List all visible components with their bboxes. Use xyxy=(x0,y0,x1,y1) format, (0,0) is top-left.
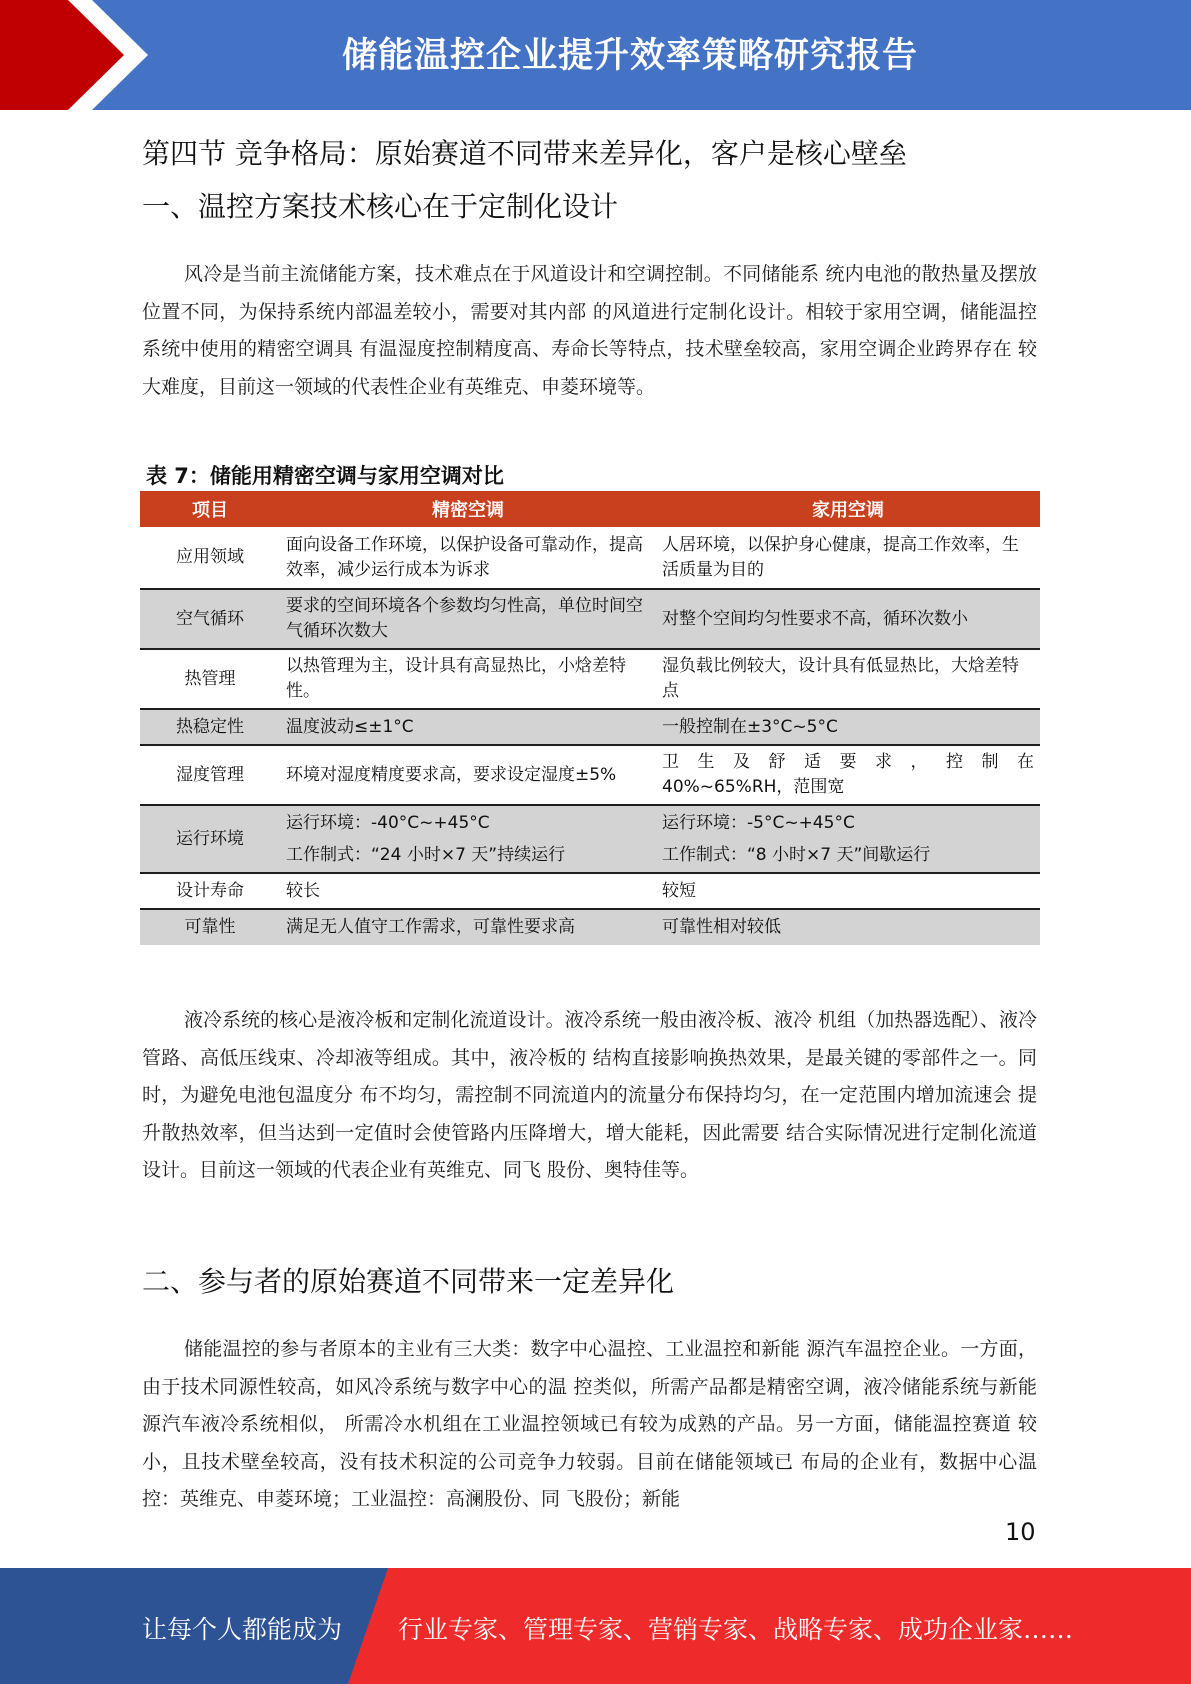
household-line: 运行环境：-5°C~+45°C xyxy=(662,812,855,833)
household-cell xyxy=(656,805,1040,873)
household-line: 工作制式：“8 小时×7 天”间歇运行 xyxy=(662,844,931,865)
paragraph-air-cooling: 风冷是当前主流储能方案，技术难点在于风道设计和空调控制。不同储能系 统内电池的散热量及摆放位置不同，为保持系统内部温差较小，需要对其内部 的风道进行定制化设计。相较于家用空调，储能温控系统中使用的精密空调具 有温湿度控制精度高、寿命长等特点，技术壁垒较高，家用空调企业跨界存在 较大难度，目前这一领域的代表性企业有英维克、申菱环境等。 xyxy=(142,263,1037,398)
subsection-title-2: 二、参与者的原始赛道不同带来一定差异化 xyxy=(142,1265,675,1298)
row-label: 设计寿命 xyxy=(140,873,280,909)
subsection-title-1: 一、温控方案技术核心在于定制化设计 xyxy=(142,190,619,223)
table-row xyxy=(140,909,1040,945)
household-cell: 人居环境，以保护身心健康，提高工作效率，生活质量为目的 xyxy=(656,527,1040,589)
precision-cell xyxy=(280,805,656,873)
row-label: 热管理 xyxy=(140,649,280,709)
precision-cell: 较长 xyxy=(280,873,656,909)
household-cell: 可靠性相对较低 xyxy=(656,909,1040,945)
precision-cell: 要求的空间环境各个参数均匀性高，单位时间空气循环次数大 xyxy=(280,589,656,649)
table-row xyxy=(140,873,1040,909)
household-cell xyxy=(656,745,1040,805)
row-label: 热稳定性 xyxy=(140,709,280,745)
row-label: 湿度管理 xyxy=(140,745,280,805)
column-header: 项目 xyxy=(140,491,280,527)
page-number: 10 xyxy=(1005,1518,1036,1546)
table-row xyxy=(140,805,1040,873)
row-label: 可靠性 xyxy=(140,909,280,945)
table-row xyxy=(140,709,1040,745)
footer-slogan-left: 让每个人都能成为 xyxy=(142,1615,343,1644)
precision-cell: 满足无人值守工作需求，可靠性要求高 xyxy=(280,909,656,945)
precision-cell: 以热管理为主，设计具有高显热比，小焓差特性。 xyxy=(280,649,656,709)
household-cell: 对整个空间均匀性要求不高，循环次数小 xyxy=(656,589,1040,649)
column-header: 精密空调 xyxy=(280,491,656,527)
footer-slogan-right: 行业专家、管理专家、营销专家、战略专家、成功企业家…… xyxy=(398,1615,1074,1644)
precision-line: 运行环境：-40°C~+45°C xyxy=(286,812,490,833)
precision-line: 工作制式：“24 小时×7 天”持续运行 xyxy=(286,844,566,865)
table-header-row xyxy=(140,491,1040,527)
report-title: 储能温控企业提升效率策略研究报告 xyxy=(341,36,918,76)
table-row xyxy=(140,649,1040,709)
table-caption: 表 7：储能用精密空调与家用空调对比 xyxy=(146,464,504,488)
header-arrow-decoration xyxy=(0,0,160,110)
column-header: 家用空调 xyxy=(656,491,1040,527)
page-footer xyxy=(0,1568,1191,1684)
table-row xyxy=(140,589,1040,649)
row-label: 空气循环 xyxy=(140,589,280,649)
household-cell: 较短 xyxy=(656,873,1040,909)
section-title: 第四节 竞争格局：原始赛道不同带来差异化，客户是核心壁垒 xyxy=(142,137,907,170)
precision-cell: 环境对湿度精度要求高，要求设定湿度±5% xyxy=(280,745,656,805)
household-cell: 一般控制在±3°C~5°C xyxy=(656,709,1040,745)
table-row xyxy=(140,527,1040,589)
household-cell: 湿负载比例较大，设计具有低显热比，大焓差特点 xyxy=(656,649,1040,709)
precision-cell: 温度波动≤±1°C xyxy=(280,709,656,745)
page-header xyxy=(0,0,1191,110)
paragraph-liquid-cooling: 液冷系统的核心是液冷板和定制化流道设计。液冷系统一般由液冷板、液冷 机组（加热器选配）、液冷管路、高低压线束、冷却液等组成。其中，液冷板的 结构直接影响换热效果，是最关键的零部件之一。同时，为避免电池包温度分 布不均匀，需控制不同流道内的流量分布保持均匀，在一定范围内增加流速会 提升散热效率，但当达到一定值时会使管路内压降增大，增大能耗，因此需要 结合实际情况进行定制化流道设计。目前这一领域的代表企业有英维克、同飞 股份、奥特佳等。 xyxy=(142,1009,1037,1181)
table-row xyxy=(140,745,1040,805)
paragraph-participants: 储能温控的参与者原本的主业有三大类：数字中心温控、工业温控和新能 源汽车温控企业。一方面，由于技术同源性较高，如风冷系统与数字中心的温 控类似，所需产品都是精密空调，液冷储能系统与新能源汽车液冷系统相似， 所需冷水机组在工业温控领域已有较为成熟的产品。另一方面，储能温控赛道 较小，且技术壁垒较高，没有技术积淀的公司竞争力较弱。目前在储能领域已 布局的企业有，数据中心温控：英维克、申菱环境；工业温控：高澜股份、同 飞股份；新能 xyxy=(142,1338,1037,1510)
row-label: 运行环境 xyxy=(140,805,280,873)
comparison-table xyxy=(140,491,1040,945)
household-line: 卫 生 及 舒 适 要 求 ， 控 制 在 xyxy=(662,752,1034,772)
household-line: 40%~65%RH，范围宽 xyxy=(662,777,845,797)
row-label: 应用领域 xyxy=(140,527,280,589)
precision-cell: 面向设备工作环境，以保护设备可靠动作，提高效率，减少运行成本为诉求 xyxy=(280,527,656,589)
